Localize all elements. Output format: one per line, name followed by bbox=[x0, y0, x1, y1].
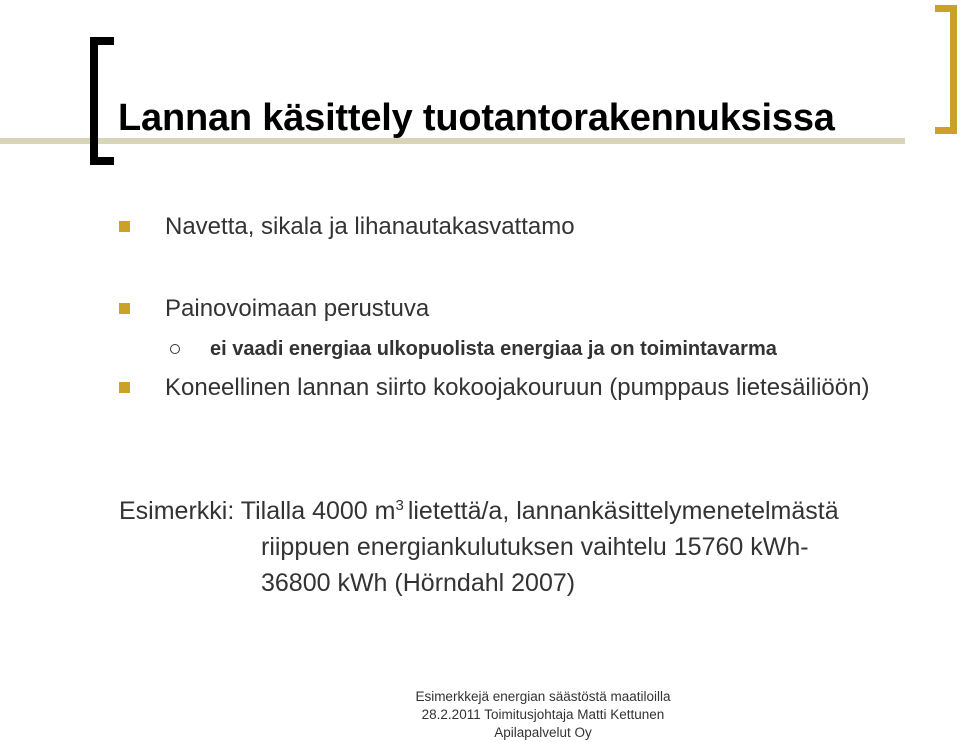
square-bullet-icon bbox=[119, 303, 130, 314]
superscript: 3 bbox=[395, 497, 404, 514]
bullet-text: Navetta, sikala ja lihanautakasvattamo bbox=[165, 213, 575, 240]
slide-title: Lannan käsittely tuotantorakennuksissa bbox=[118, 97, 835, 139]
example-prefix: Esimerkki: Tilalla 4000 m bbox=[119, 497, 396, 525]
right-bracket-decoration bbox=[935, 5, 957, 134]
sub-bullet-item bbox=[170, 335, 777, 363]
example-line-3: 36800 kWh (Hörndahl 2007) bbox=[261, 569, 576, 597]
footer-line-2: 28.2.2011 Toimitusjohtaja Matti Kettunen bbox=[421, 707, 665, 722]
footer-line-1: Esimerkkejä energian säästöstä maatiloilla bbox=[415, 689, 671, 704]
square-bullet-icon bbox=[119, 221, 130, 232]
left-bracket-decoration bbox=[90, 37, 114, 165]
example-paragraph bbox=[119, 488, 959, 601]
sub-bullet-text: ei vaadi energiaa ulkopuolista energiaa ja on toimintavarma bbox=[210, 338, 777, 360]
example-line-2: riippuen energiankulutuksen vaihtelu 15760 kWh- bbox=[261, 533, 809, 561]
example-rest: lietettä/a, lannankäsittelymenetelmästä bbox=[407, 497, 839, 525]
bullet-item bbox=[119, 210, 575, 244]
circle-bullet-icon bbox=[170, 344, 180, 354]
square-bullet-icon bbox=[119, 382, 130, 393]
bullet-text: Painovoimaan perustuva bbox=[165, 295, 430, 322]
bullet-item bbox=[119, 292, 429, 326]
bullet-item bbox=[119, 371, 879, 405]
footer-line-3: Apilapalvelut Oy bbox=[494, 725, 592, 740]
bullet-text: Koneellinen lannan siirto kokoojakouruun (pumppaus lietesäiliöön) bbox=[165, 374, 870, 401]
example-line-1 bbox=[119, 488, 959, 529]
slide-footer bbox=[393, 688, 693, 742]
